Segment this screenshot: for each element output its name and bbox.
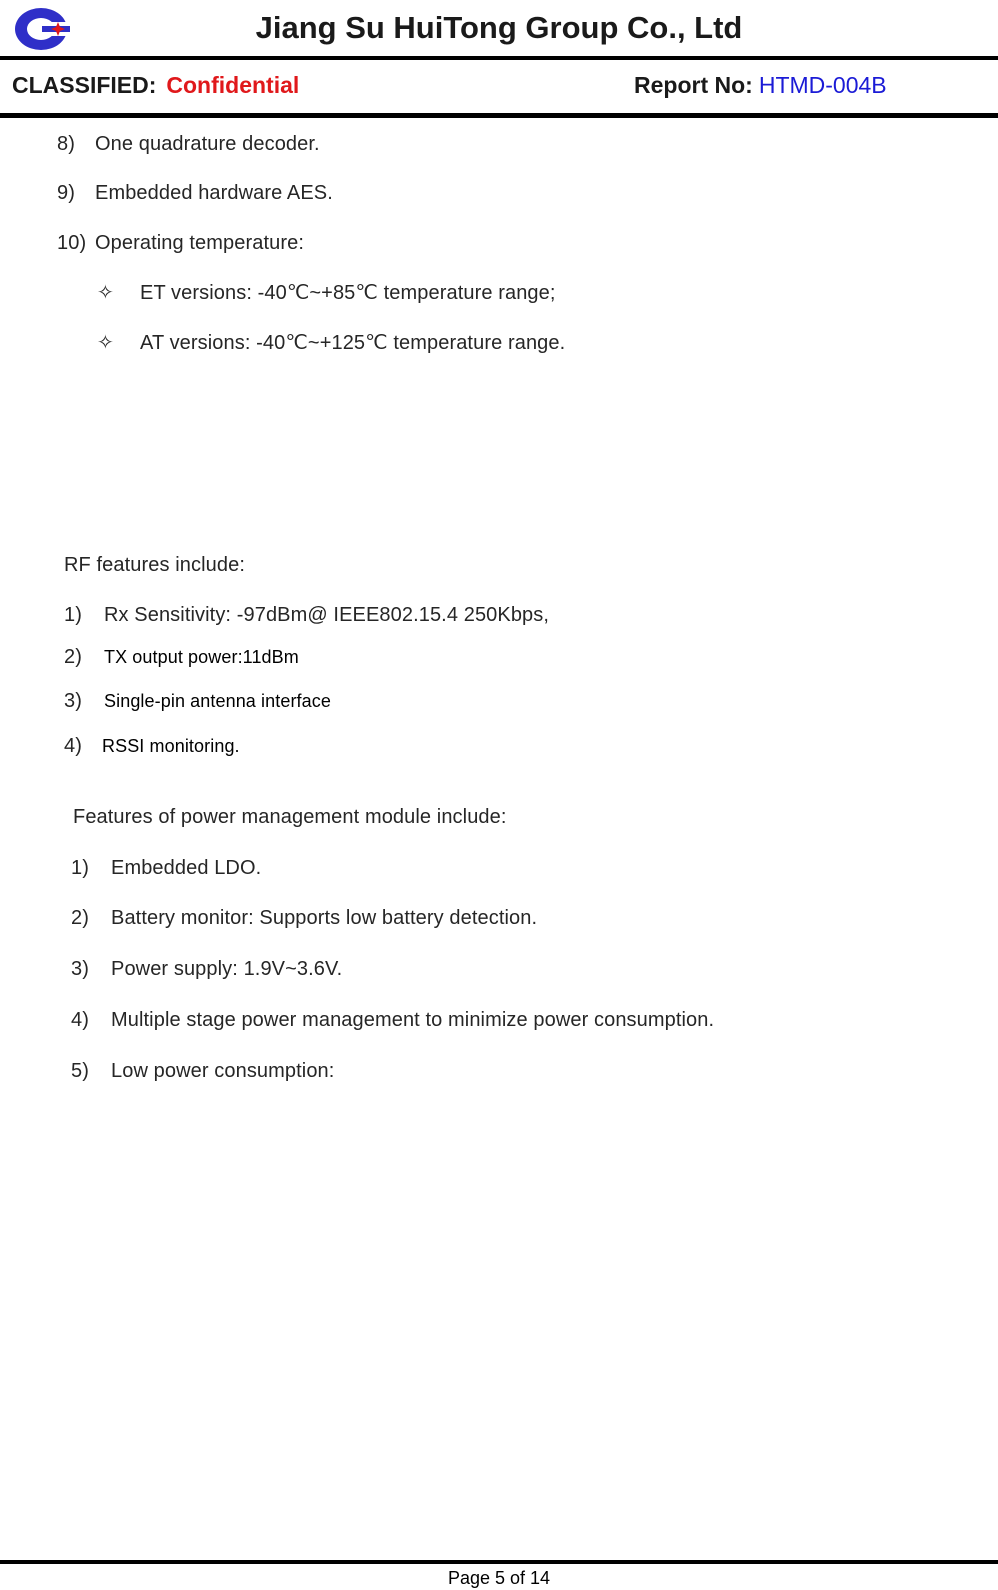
item-text: TX output power:11dBm (104, 647, 299, 667)
item-text: Power supply: 1.9V~3.6V. (111, 958, 343, 980)
temperature-item (97, 280, 556, 305)
page-number: Page 5 of 14 (447, 1568, 551, 1588)
item-text: AT versions: -40℃~+125℃ temperature range. (140, 332, 566, 354)
item-number: 3) (71, 958, 89, 980)
item-number: 3) (64, 690, 82, 712)
item-text: Single-pin antenna interface (104, 691, 331, 711)
item-text: ET versions: -40℃~+85℃ temperature range; (140, 282, 556, 304)
list-item (64, 646, 299, 669)
list-item (57, 232, 304, 255)
item-text: Battery monitor: Supports low battery detection. (111, 907, 538, 929)
list-item (64, 690, 331, 713)
item-number: 10) (57, 232, 87, 254)
item-number: 9) (57, 182, 75, 204)
item-number: 1) (71, 857, 89, 879)
rf-heading: RF features include: (64, 554, 245, 576)
footer-rule (0, 1560, 998, 1564)
item-text: Rx Sensitivity: -97dBm@ IEEE802.15.4 250Kbps, (104, 604, 550, 626)
item-number: 2) (64, 646, 82, 668)
list-item (71, 857, 261, 880)
classified-value: Confidential (166, 72, 300, 98)
item-number: 5) (71, 1060, 89, 1082)
list-item (64, 604, 549, 627)
list-item (57, 133, 320, 156)
report-number (634, 72, 887, 99)
list-item (57, 182, 333, 205)
power-heading: Features of power management module include: (73, 806, 507, 828)
item-text: Embedded LDO. (111, 857, 262, 879)
item-text: Operating temperature: (95, 232, 304, 254)
temperature-item (97, 330, 565, 355)
classification (12, 72, 299, 99)
item-text: Embedded hardware AES. (95, 182, 333, 204)
header-rule (0, 56, 998, 60)
item-text: One quadrature decoder. (95, 133, 320, 155)
list-item (71, 1009, 714, 1032)
item-text: Low power consumption: (111, 1060, 335, 1082)
report-label: Report No: (634, 72, 753, 98)
diamond-bullet-icon: ✧ (97, 332, 114, 354)
item-text: RSSI monitoring. (102, 736, 240, 756)
company-name: Jiang Su HuiTong Group Co., Ltd (255, 10, 743, 45)
item-number: 1) (64, 604, 82, 626)
header-divider (0, 113, 998, 118)
item-number: 8) (57, 133, 75, 155)
report-value: HTMD-004B (758, 72, 887, 98)
item-number: 4) (64, 735, 82, 757)
diamond-bullet-icon: ✧ (97, 282, 114, 304)
list-item (64, 735, 240, 758)
list-item (71, 1060, 334, 1083)
item-number: 2) (71, 907, 89, 929)
list-item (71, 958, 342, 981)
item-text: Multiple stage power management to minimize power consumption. (111, 1009, 715, 1031)
item-number: 4) (71, 1009, 89, 1031)
classified-label: CLASSIFIED: (12, 72, 157, 98)
list-item (71, 907, 537, 930)
